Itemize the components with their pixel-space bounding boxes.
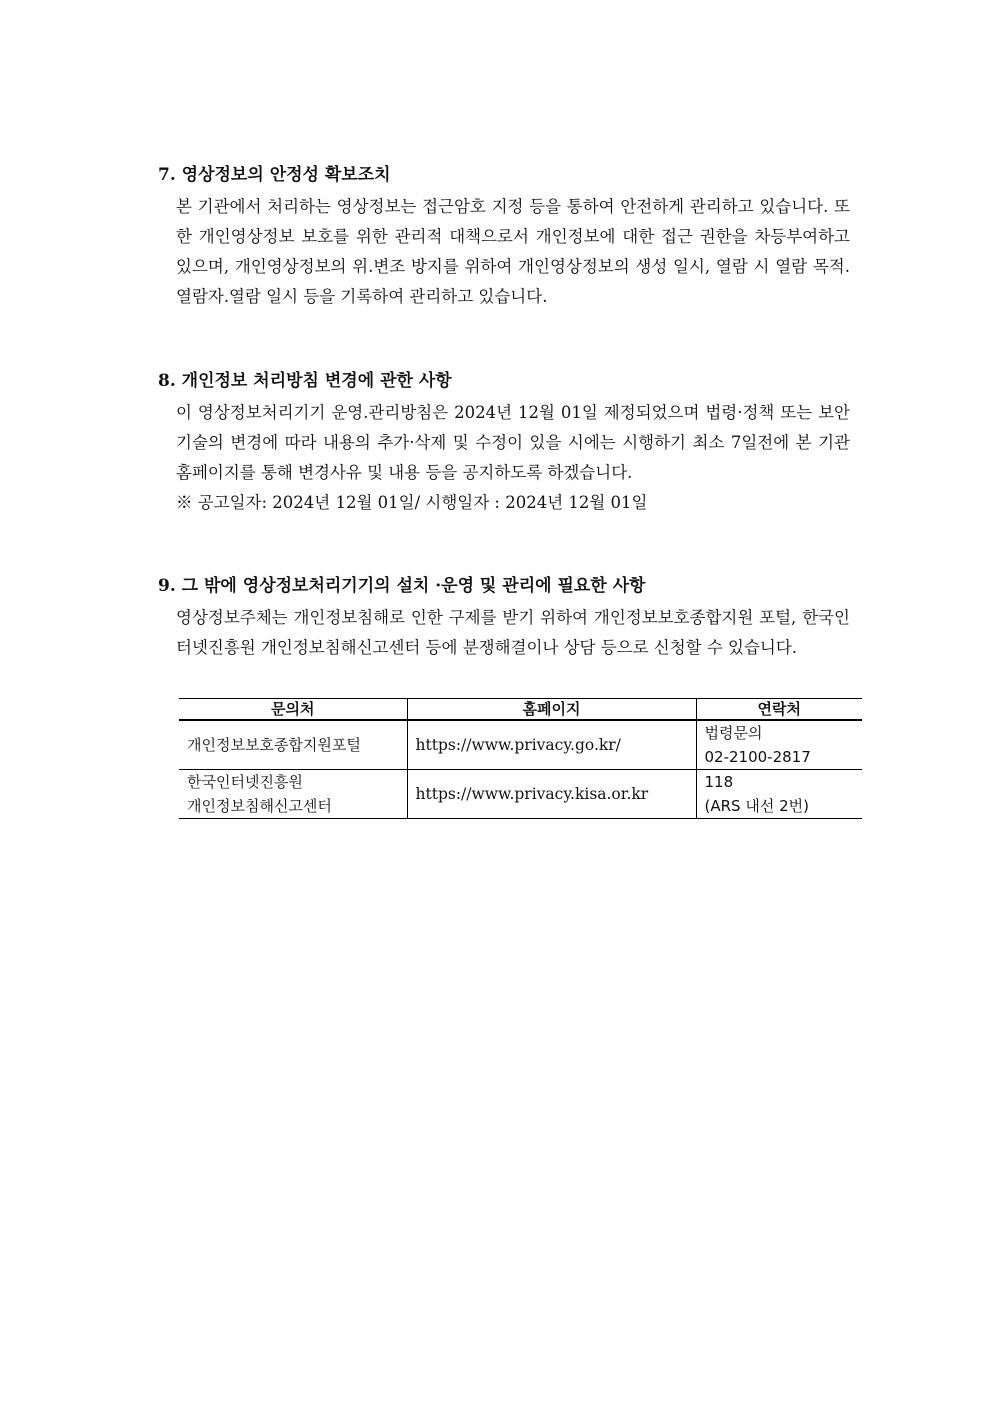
row-2-org (179, 770, 407, 819)
header-phone: 연락처 (696, 699, 862, 721)
section-9 (158, 575, 850, 663)
contact-number: 118 (704, 773, 734, 791)
org-name: 한국인터넷진흥원 (187, 773, 303, 791)
section-7-body: 본 기관에서 처리하는 영상정보는 접근암호 지정 등을 통하여 안전하게 관리하고 있습니다. 또한 개인영상정보 보호를 위한 관리적 대책으로서 개인정보에 대한 접근 권한을 차등부여하고 있으며, 개인영상정보의 위.변조 방지를 위하여 개인영상정보의 생성 일시, 열람 시 열람 목적.열람자.열람 일시 등을 기록하여 관리하고 있습니다. (176, 197, 850, 306)
row-1-url[interactable]: https://www.privacy.go.kr/ (407, 720, 696, 770)
org-name: 개인정보보호종합지원포털 (187, 736, 361, 754)
table-row (179, 770, 862, 819)
row-2-contact (696, 770, 862, 819)
section-7-heading: 7. 영상정보의 안정성 확보조치 (158, 165, 391, 185)
contact-number: 02-2100-2817 (704, 748, 811, 766)
contact-label: 법령문의 (704, 724, 763, 742)
header-contact-org: 문의처 (179, 699, 407, 721)
table-header-row (179, 699, 862, 721)
section-8-body: 이 영상정보처리기기 운영.관리방침은 2024년 12월 01일 제정되었으며 법령·정책 또는 보안기술의 변경에 따라 내용의 추가·삭제 및 수정이 있을 시에는 시행하기 최소 7일전에 본 기관 홈페이지를 통해 변경사유 및 내용 등을 공지하도록 하겠습니다. (176, 403, 850, 482)
section-9-heading: 9. 그 밖에 영상정보처리기기의 설치 ·운영 및 관리에 필요한 사항 (158, 576, 646, 596)
row-1-contact (696, 720, 862, 770)
contact-extension: (ARS 내선 2번) (704, 797, 809, 815)
table-row (179, 720, 862, 770)
section-8-heading: 8. 개인정보 처리방침 변경에 관한 사항 (158, 371, 452, 391)
contact-table (179, 698, 862, 819)
section-8 (158, 370, 850, 518)
row-2-url[interactable]: https://www.privacy.kisa.or.kr (407, 770, 696, 819)
header-homepage: 홈페이지 (407, 699, 696, 721)
section-8-note: ※ 공고일자: 2024년 12월 01일/ 시행일자 : 2024년 12월 01일 (176, 493, 648, 512)
section-9-body: 영상정보주체는 개인정보침해로 인한 구제를 받기 위하여 개인정보보호종합지원 포털, 한국인터넷진흥원 개인정보침해신고센터 등에 분쟁해결이나 상담 등으로 신청할 수 있습니다. (176, 608, 850, 657)
org-subname: 개인정보침해신고센터 (187, 797, 332, 815)
row-1-org (179, 720, 407, 770)
section-7 (158, 164, 850, 312)
